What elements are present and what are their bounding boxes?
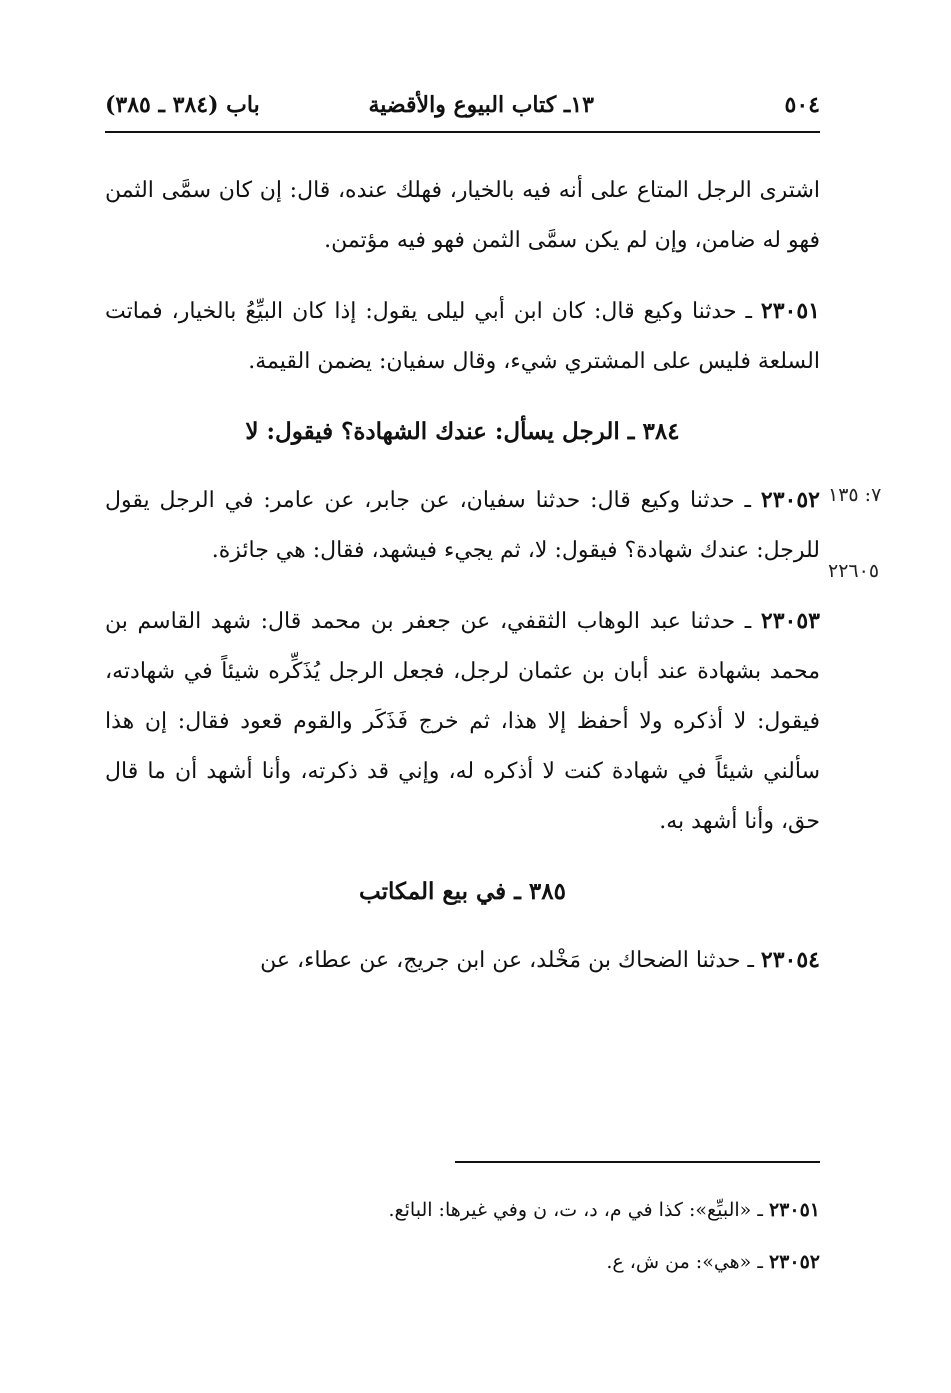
page-number: ٥٠٤ — [784, 92, 820, 118]
main-text — [105, 166, 820, 1002]
footnote-item — [105, 1236, 820, 1288]
hadith-number: ٢٣٠٥٤ — [760, 947, 820, 973]
intro-text: اشترى الرجل المتاع على أنه فيه بالخيار، فهلك عنده، قال: إن كان سمَّى الثمن فهو له ضامن، وإن لم يكن سمَّى الثمن فهو فيه مؤتمن. — [105, 178, 820, 253]
hadith-text: ـ حدثنا وكيع قال: حدثنا سفيان، عن جابر، عن عامر: في الرجل يقول للرجل: عندك شهادة؟ فيقول: لا، ثم يجيء فيشهد، فقال: هي جائزة. — [105, 488, 820, 563]
hadith-23051 — [105, 286, 820, 387]
chapter-range: باب (٣٨٤ ـ ٣٨٥) — [105, 92, 260, 118]
book-title: ١٣ـ كتاب البيوع والأقضية — [368, 92, 594, 118]
hadith-23052 — [105, 475, 820, 576]
margin-ref-hadith-23052: ٢٢٦٠٥ — [828, 560, 880, 582]
hadith-text: ـ حدثنا عبد الوهاب الثقفي، عن جعفر بن محمد قال: شهد القاسم بن محمد بشهادة عند أبان بن عثمان لرجل، فجعل الرجل يُذَكِّره شيئاً في شهادته، فيقول: لا أذكره ولا أحفظ إلا هذا، ثم خرج فَذَكَر والقوم قعود فقال: إن هذا سألني شيئاً في شهادة كنت لا أذكره له، وإني قد ذكرته، وأنا أشهد أن ما قال حق، وأنا أشهد به. — [105, 609, 820, 834]
hadith-23054 — [105, 935, 820, 986]
chapter-heading-384: ٣٨٤ ـ الرجل يسأل: عندك الشهادة؟ فيقول: لا — [245, 418, 680, 445]
hadith-text: ـ حدثنا وكيع قال: كان ابن أبي ليلى يقول: إذا كان البيِّعُ بالخيار، فماتت السلعة فليس على المشتري شيء، وقال سفيان: يضمن القيمة. — [105, 299, 820, 374]
hadith-23053 — [105, 596, 820, 847]
footnote-text: ـ «البيِّع»: كذا في م، د، ت، ن وفي غيرها: البائع. — [388, 1199, 763, 1221]
header-divider — [105, 131, 820, 133]
hadith-number: ٢٣٠٥١ — [760, 298, 820, 324]
page-header — [105, 88, 820, 128]
hadith-number: ٢٣٠٥٣ — [760, 608, 820, 634]
chapter-heading-385: ٣٨٥ ـ في بيع المكاتب — [359, 878, 566, 905]
footnote-divider — [455, 1161, 820, 1163]
footnote-ref: ٢٣٠٥٢ — [768, 1251, 820, 1273]
hadith-text: ـ حدثنا الضحاك بن مَخْلد، عن ابن جريج، عن عطاء، عن — [260, 948, 754, 973]
footnote-ref: ٢٣٠٥١ — [768, 1199, 820, 1221]
footnotes — [105, 1184, 820, 1288]
margin-ref-chapter-384: ٧: ١٣٥ — [828, 484, 882, 506]
intro-paragraph — [105, 166, 820, 266]
hadith-number: ٢٣٠٥٢ — [760, 487, 820, 513]
footnote-text: ـ «هي»: من ش، ع. — [606, 1251, 763, 1273]
footnote-item — [105, 1184, 820, 1236]
